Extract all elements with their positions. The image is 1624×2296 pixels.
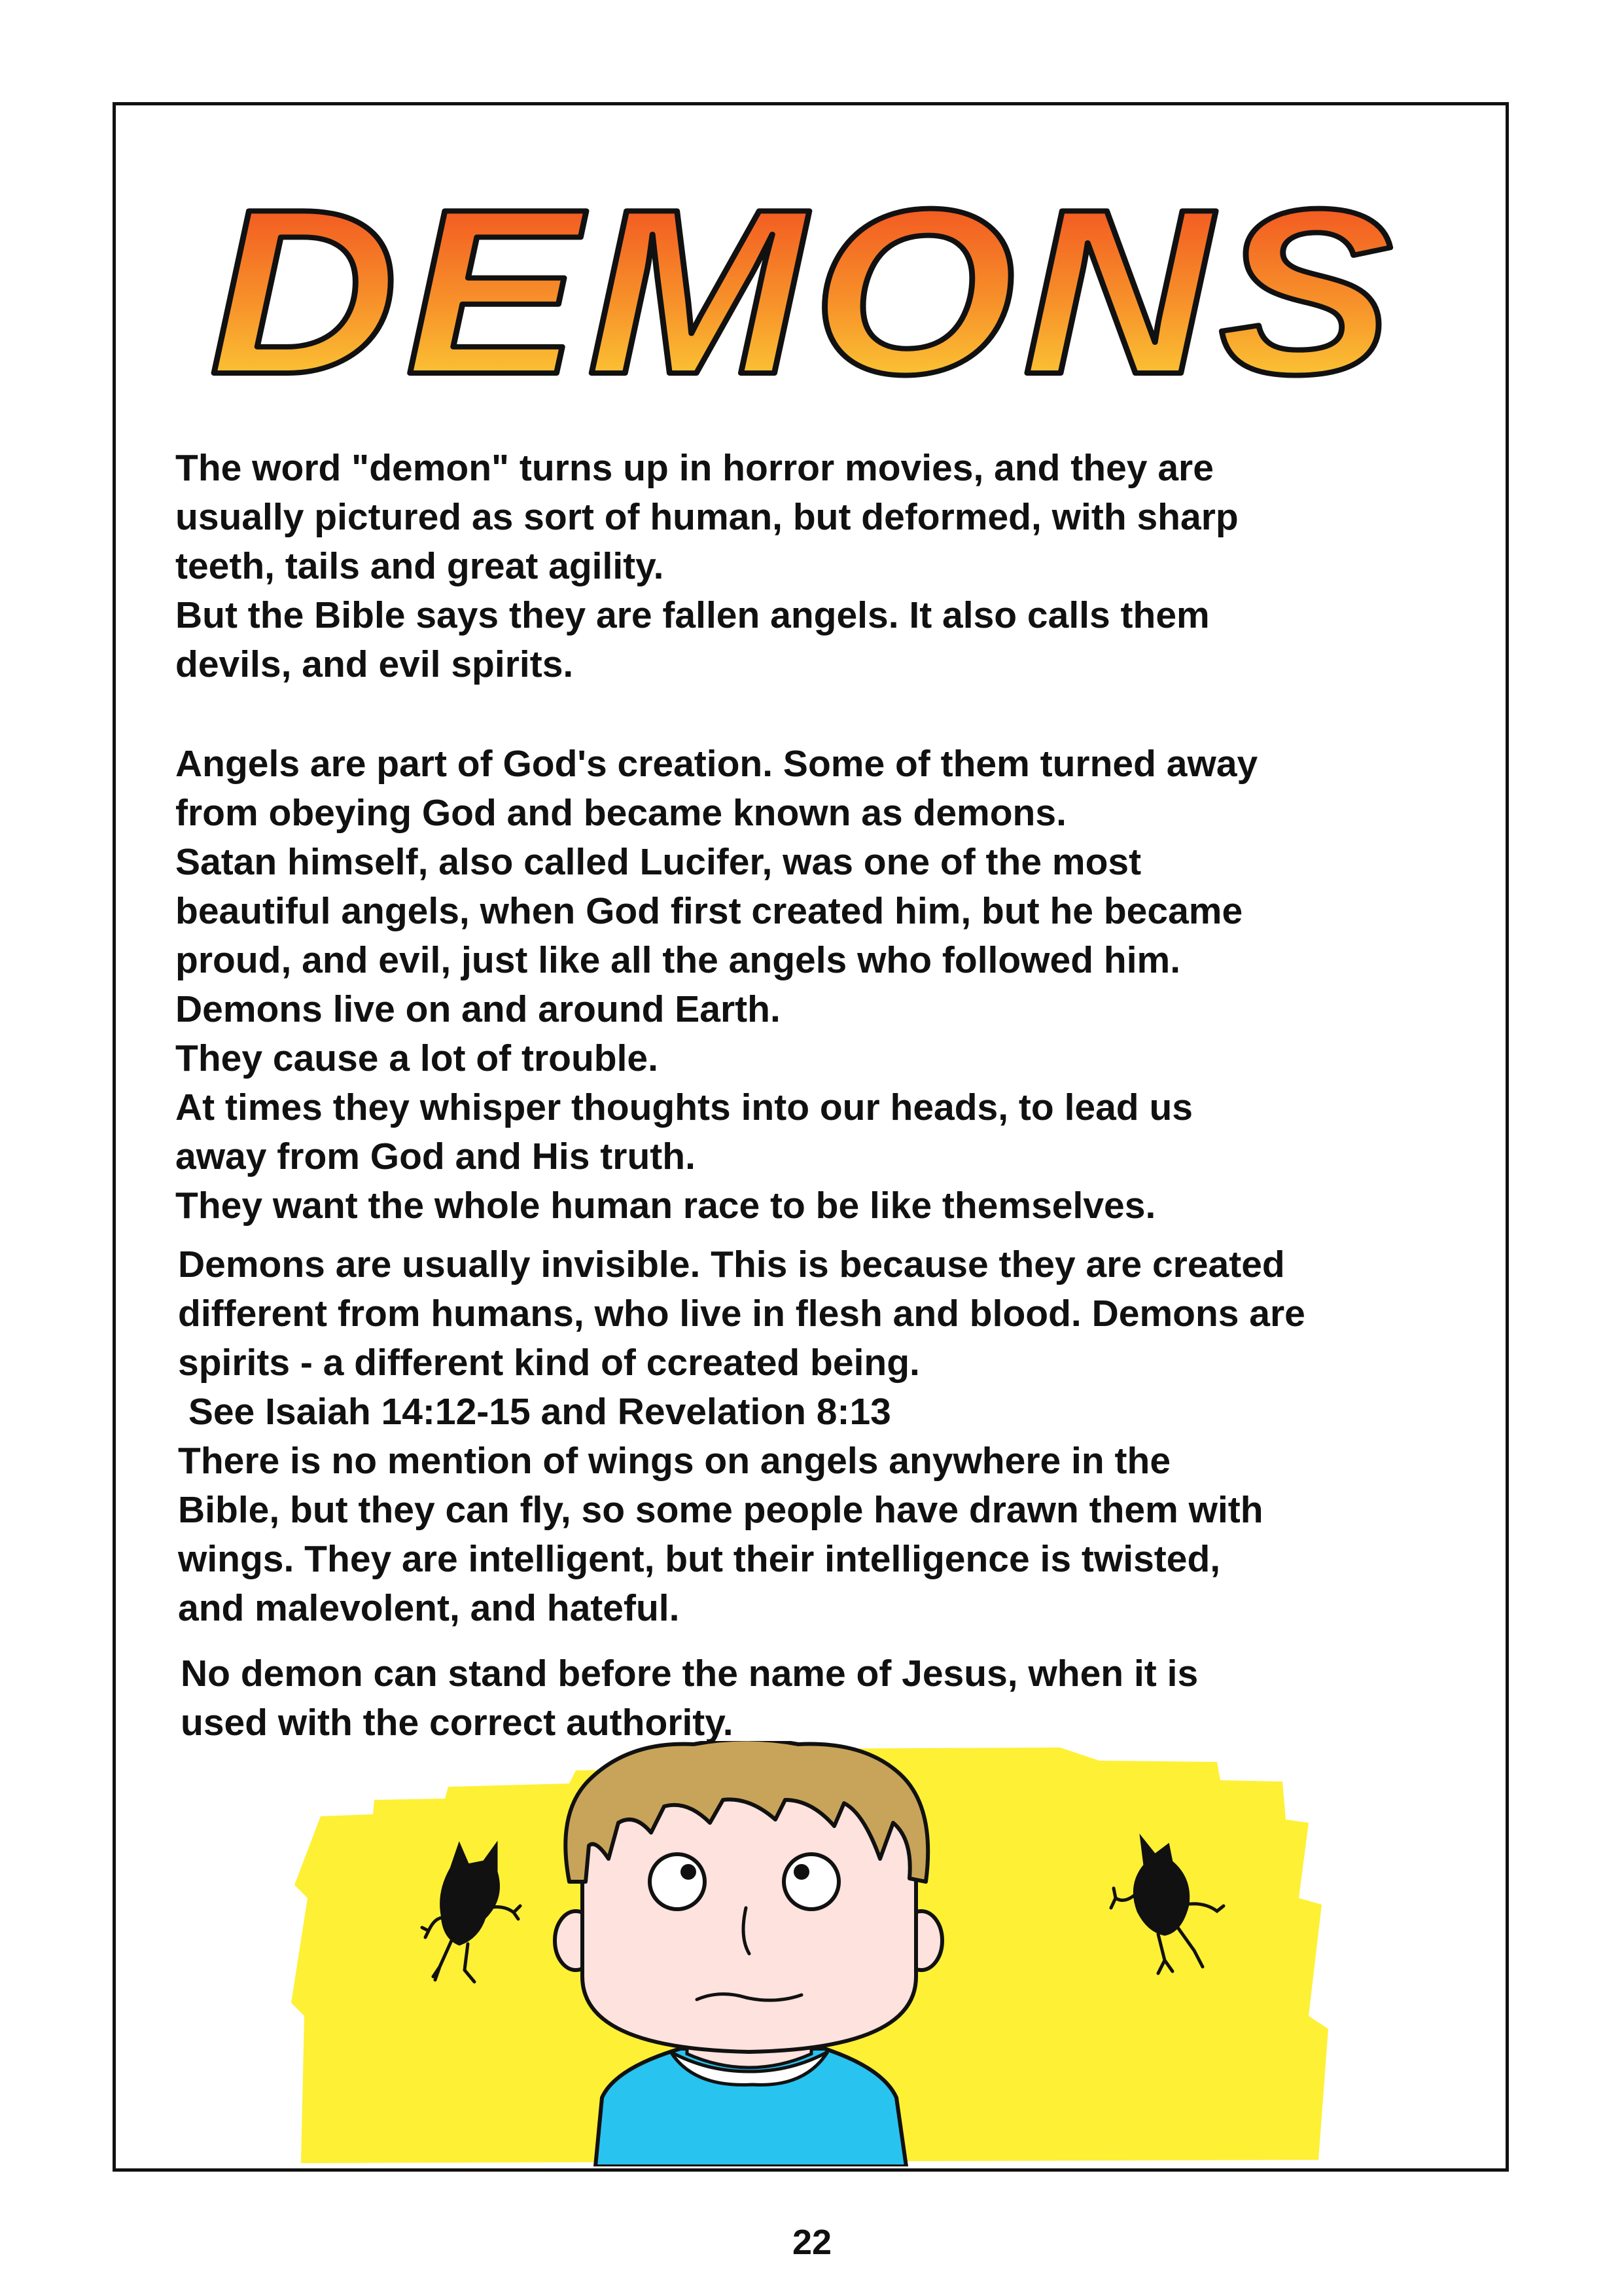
text-line: and malevolent, and hateful. <box>178 1587 680 1629</box>
page-title <box>190 147 1420 422</box>
text-line: At times they whisper thoughts into our heads, to lead us <box>175 1086 1193 1128</box>
text-line: Demons are usually invisible. This is because they are created <box>178 1244 1285 1285</box>
text-line: away from God and His truth. <box>175 1136 696 1177</box>
text-line: But the Bible says they are fallen angels. It also calls them <box>175 594 1210 636</box>
text-line: Angels are part of God's creation. Some of them turned away <box>175 743 1258 785</box>
text-line: Demons live on and around Earth. <box>175 988 781 1030</box>
text-line: Satan himself, also called Lucifer, was one of the most <box>175 841 1142 883</box>
text-line: They cause a lot of trouble. <box>175 1037 658 1079</box>
text-line: from obeying God and became known as demons. <box>175 792 1067 834</box>
text-line: different from humans, who live in flesh and blood. Demons are <box>178 1293 1305 1335</box>
text-line: teeth, tails and great agility. <box>175 545 664 587</box>
title-text: DEMONS <box>209 160 1400 422</box>
text-line: They want the whole human race to be like themselves. <box>175 1185 1156 1227</box>
text-line: usually pictured as sort of human, but deformed, with sharp <box>175 496 1239 538</box>
boy-icon <box>555 1741 942 2166</box>
text-line: There is no mention of wings on angels anywhere in the <box>178 1440 1171 1482</box>
text-line: devils, and evil spirits. <box>175 643 574 685</box>
illustration-graphic <box>288 1741 1361 2166</box>
paragraph-2 <box>175 740 1484 1230</box>
paragraph-3 <box>178 1240 1487 1633</box>
paragraph-4 <box>181 1649 1489 1748</box>
text-line: Bible, but they can fly, so some people have drawn them with <box>178 1489 1263 1531</box>
title-graphic <box>190 147 1420 422</box>
text-line: spirits - a different kind of ccreated being. <box>178 1342 920 1384</box>
text-line: wings. They are intelligent, but their intelligence is twisted, <box>178 1538 1221 1580</box>
illustration <box>288 1741 1361 2166</box>
paragraph-1 <box>175 444 1484 689</box>
text-line: proud, and evil, just like all the angels who followed him. <box>175 939 1181 981</box>
text-line: beautiful angels, when God first created him, but he became <box>175 890 1243 932</box>
text-line: The word "demon" turns up in horror movies, and they are <box>175 447 1214 489</box>
text-line: No demon can stand before the name of Jesus, when it is <box>181 1653 1199 1695</box>
scripture-reference: See Isaiah 14:12-15 and Revelation 8:13 <box>178 1391 891 1433</box>
page-number: 22 <box>792 2223 832 2262</box>
text-line: used with the correct authority. <box>181 1702 733 1744</box>
